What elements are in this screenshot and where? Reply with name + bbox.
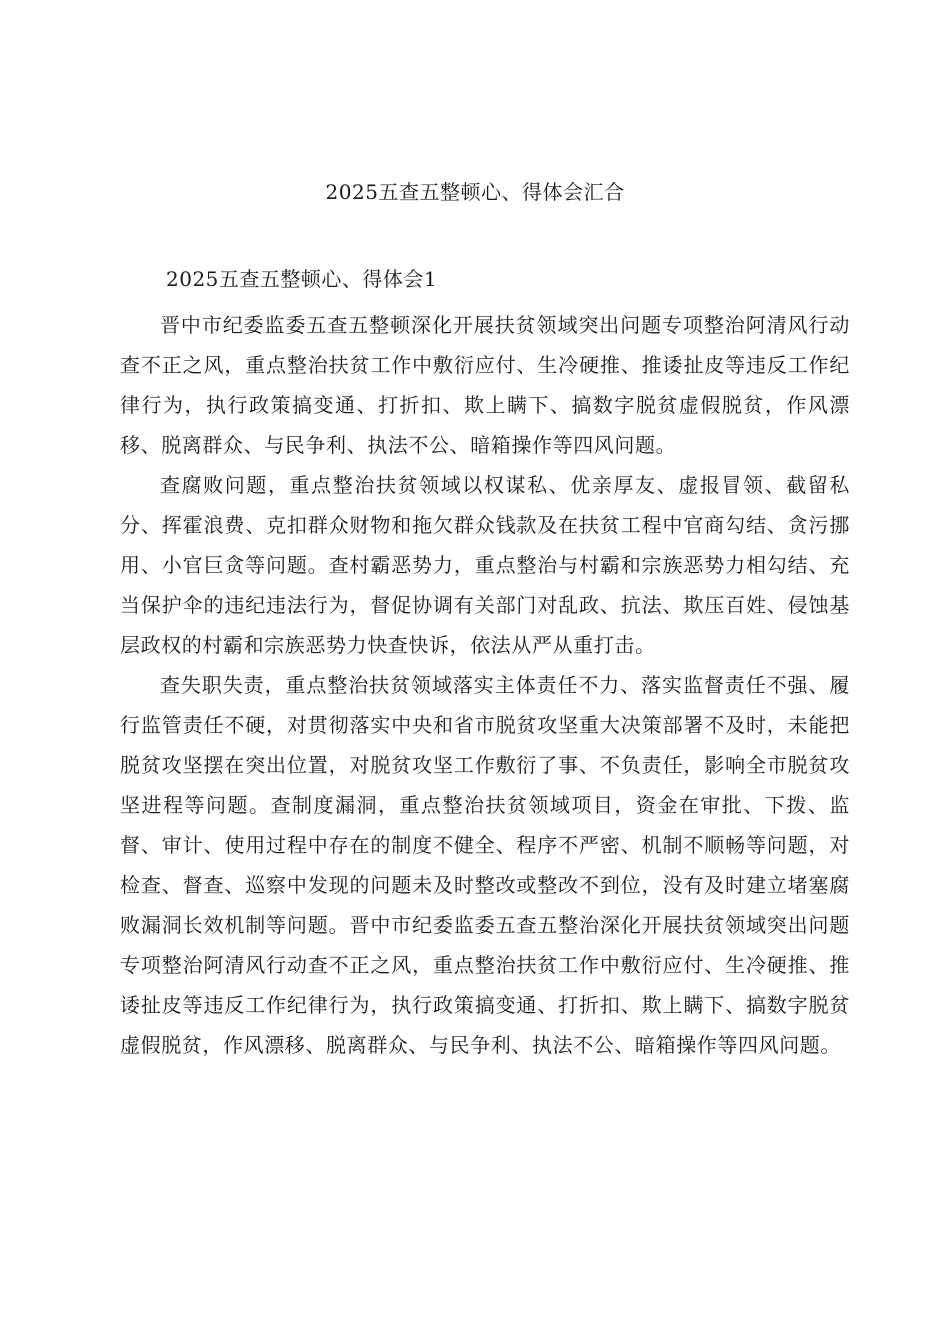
- paragraph-3: 查失职失责，重点整治扶贫领域落实主体责任不力、落实监督责任不强、履行监管责任不硬，对贯彻落实中央和省市脱贫攻坚重大决策部署不及时，未能把脱贫攻坚摆在突出位置，对脱贫攻坚工作敷衍了事、不负责任，影响全市脱贫攻坚进程等问题。查制度漏洞，重点整治扶贫领域项目，资金在审批、下拨、监督、审计、使用过程中存在的制度不健全、程序不严密、机制不顺畅等问题，对检查、督查、巡察中发现的问题未及时整改或整改不到位，没有及时建立堵塞腐败漏洞长效机制等问题。晋中市纪委监委五查五整治深化开展扶贫领域突出问题专项整治阿清风行动查不正之风，重点整治扶贫工作中敷衍应付、生冷硬推、推诿扯皮等违反工作纪律行为，执行政策搞变通、打折扣、欺上瞒下、搞数字脱贫虚假脱贫，作风漂移、脱离群众、与民争利、执法不公、暗箱操作等四风问题。: [120, 673, 850, 1057]
- section-heading: 2025五查五整顿心、得体会1: [166, 267, 438, 291]
- paragraph-2: 查腐败问题，重点整治扶贫领域以权谋私、优亲厚友、虚报冒领、截留私分、挥霍浪费、克扣群众财物和拖欠群众钱款及在扶贫工程中官商勾结、贪污挪用、小官巨贪等问题。查村霸恶势力，重点整治与村霸和宗族恶势力相勾结、充当保护伞的违纪违法行为，督促协调有关部门对乱政、抗法、欺压百姓、侵蚀基层政权的村霸和宗族恶势力快查快诉，依法从严从重打击。: [120, 473, 850, 657]
- body-text: [120, 305, 850, 1065]
- paragraph-1: 晋中市纪委监委五查五整顿深化开展扶贫领域突出问题专项整治阿清风行动查不正之风，重点整治扶贫工作中敷衍应付、生冷硬推、推诿扯皮等违反工作纪律行为，执行政策搞变通、打折扣、欺上瞒下、搞数字脱贫虚假脱贫，作风漂移、脱离群众、与民争利、执法不公、暗箱操作等四风问题。: [120, 313, 850, 457]
- document-title: 2025五查五整顿心、得体会汇合: [325, 180, 625, 204]
